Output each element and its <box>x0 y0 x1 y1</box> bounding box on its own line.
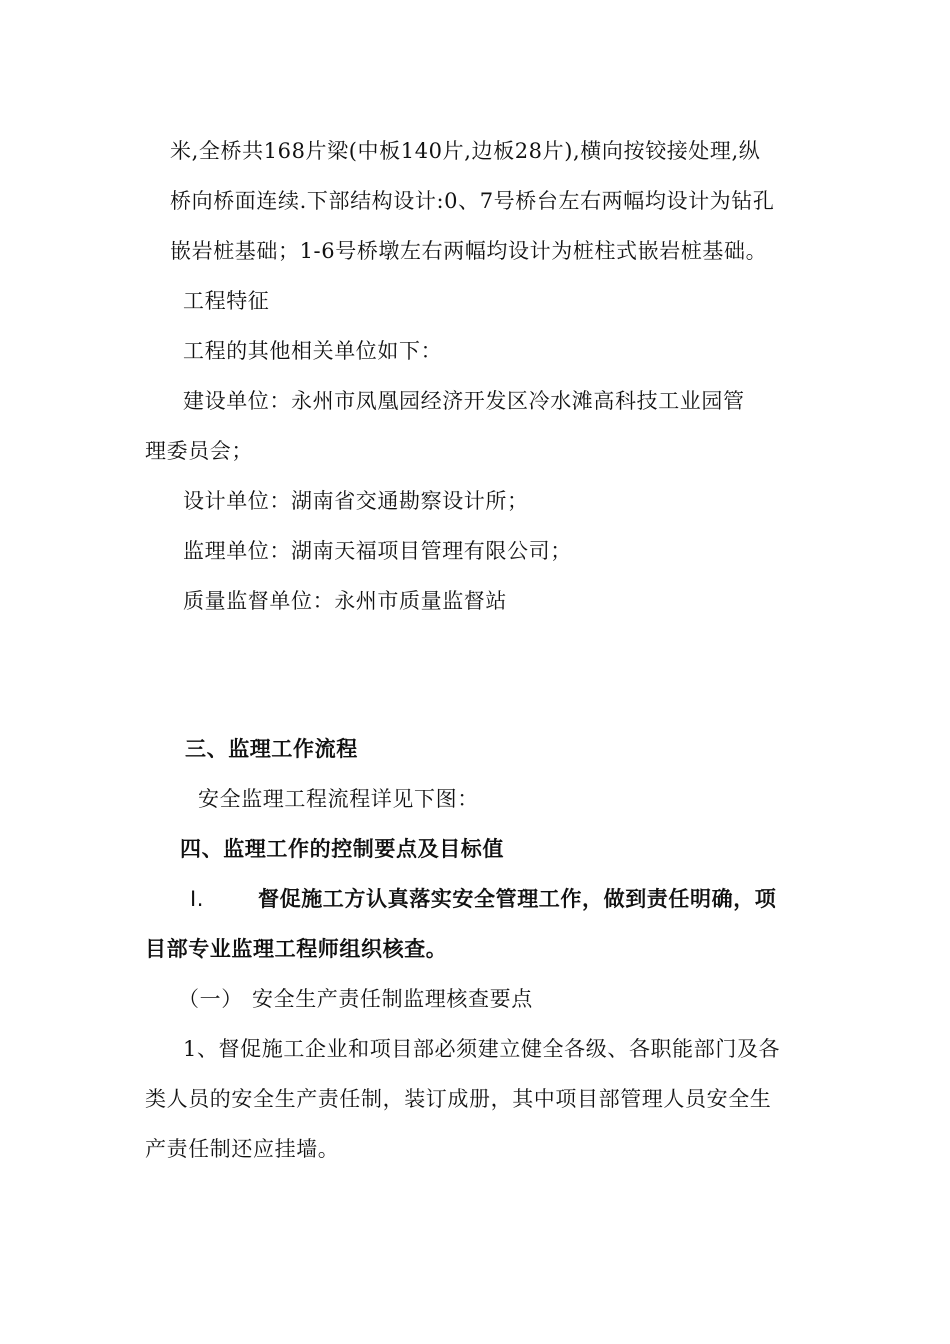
item-line: 督促施工方认真落实安全管理工作，做到责任明确，项 <box>258 887 777 911</box>
construction-unit-line: 建设单位：永州市凤凰园经济开发区冷水滩高科技工业园管 <box>183 389 745 413</box>
quality-unit-line: 质量监督单位：永州市质量监督站 <box>183 589 507 613</box>
paragraph-line: 安全监理工程流程详见下图： <box>198 787 479 811</box>
section-heading-features: 工程特征 <box>183 289 270 313</box>
item-marker: I. <box>190 887 205 911</box>
supervision-unit-line: 监理单位：湖南天福项目管理有限公司； <box>183 539 572 563</box>
paragraph-line: 桥向桥面连续.下部结构设计:0、7号桥台左右两幅均设计为钻孔 <box>170 189 775 213</box>
construction-unit-line: 理委员会； <box>145 439 253 463</box>
section-heading-3: 三、监理工作流程 <box>185 737 358 761</box>
paragraph-line: 产责任制还应挂墙。 <box>145 1137 340 1161</box>
paragraph-line: 工程的其他相关单位如下： <box>183 339 443 363</box>
sub-heading: 安全生产责任制监理核查要点 <box>252 987 533 1011</box>
paragraph-line: 嵌岩桩基础；1-6号桥墩左右两幅均设计为桩柱式嵌岩桩基础。 <box>170 239 768 263</box>
sub-marker: （一） <box>178 987 243 1011</box>
item-line: 目部专业监理工程师组织核查。 <box>145 937 448 961</box>
paragraph-line: 1、督促施工企业和项目部必须建立健全各级、各职能部门及各 <box>183 1037 781 1061</box>
paragraph-line: 米,全桥共168片梁(中板140片,边板28片),横向按铰接处理,纵 <box>170 139 761 163</box>
paragraph-line: 类人员的安全生产责任制，装订成册，其中项目部管理人员安全生 <box>145 1087 772 1111</box>
section-heading-4: 四、监理工作的控制要点及目标值 <box>180 837 504 861</box>
design-unit-line: 设计单位：湖南省交通勘察设计所； <box>183 489 529 513</box>
